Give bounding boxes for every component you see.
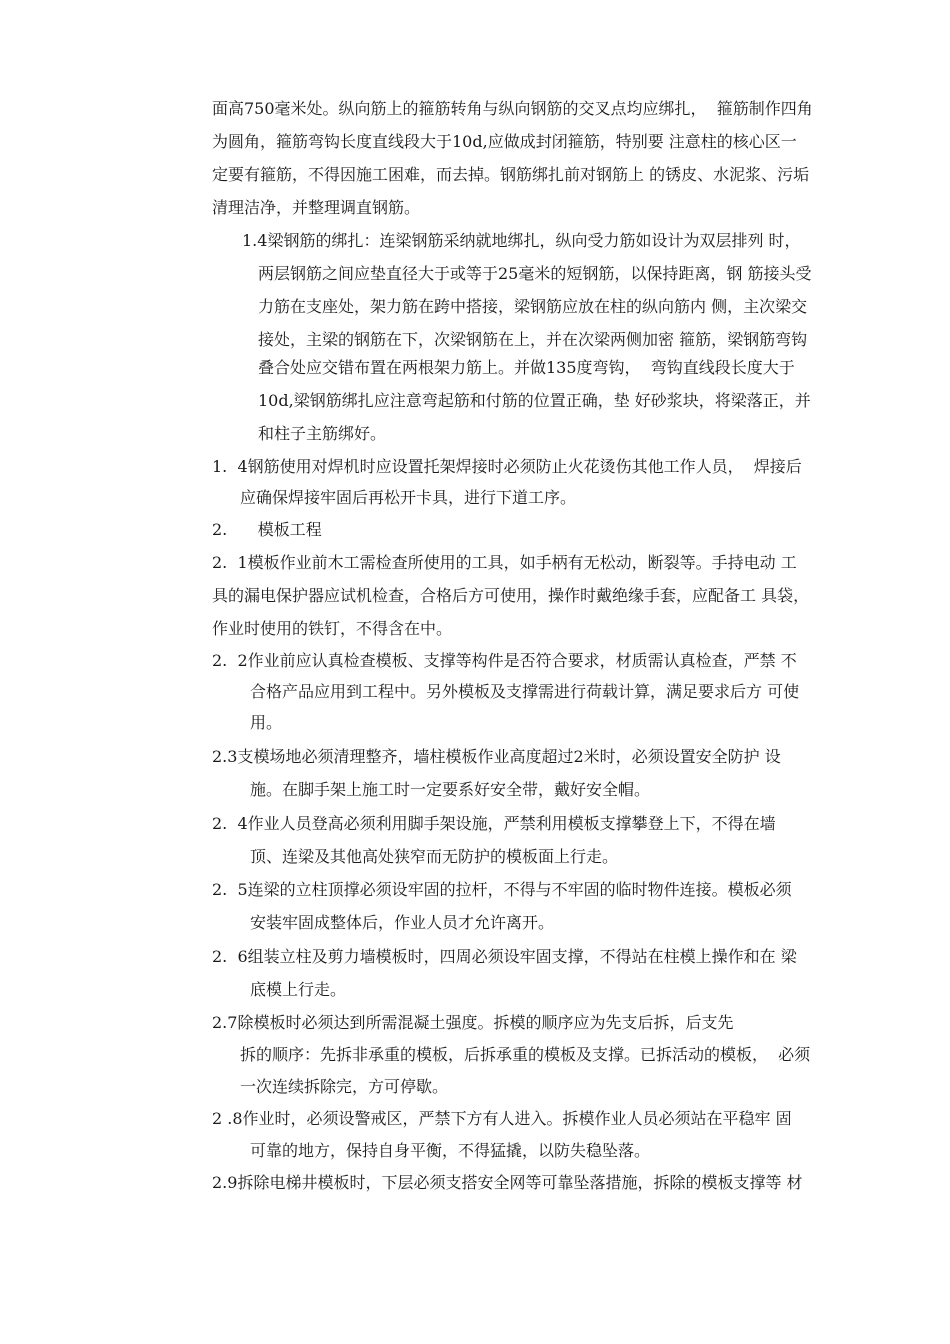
text-line: 2.7除模板时必须达到所需混凝土强度。拆模的顺序应为先支后拆，后支先 (212, 1013, 734, 1032)
text-line: 底模上行走。 (250, 980, 347, 999)
section-heading: 2. 模板工程 (212, 520, 322, 539)
text-line: 2. 5连梁的立柱顶撑必须设牢固的拉杆，不得与不牢固的临时物件连接。模板必须 (212, 880, 792, 899)
text-line: 叠合处应交错布置在两根架力筋上。并做135度弯钩， 弯钩直线段长度大于 (258, 358, 795, 377)
text-line: 2 .8作业时，必须设警戒区，严禁下方有人进入。拆模作业人员必须站在平稳牢 固 (212, 1109, 792, 1128)
text-line: 作业时使用的铁钉，不得含在中。 (212, 619, 453, 638)
text-line: 具的漏电保护器应试机检查，合格后方可使用，操作时戴绝缘手套，应配备工 具袋， (212, 586, 810, 605)
text-line: 清理洁净，并整理调直钢筋。 (212, 198, 421, 217)
text-line: 2. 6组装立柱及剪力墙模板时，四周必须设牢固支撑，不得站在柱模上操作和在 梁 (212, 947, 797, 966)
text-line: 定要有箍筋，不得因施工困难，而去掉。钢筋绑扎前对钢筋上 的锈皮、水泥浆、污垢 (212, 165, 810, 184)
text-line: 1.4梁钢筋的绑扎：连梁钢筋采纳就地绑扎，纵向受力筋如设计为双层排列 时， (242, 231, 801, 250)
text-line: 和柱子主筋绑好。 (258, 424, 387, 443)
text-line: 2.3支模场地必须清理整齐，墙柱模板作业高度超过2米时，必须设置安全防护 设 (212, 747, 781, 766)
text-line: 应确保焊接牢固后再松开卡具，进行下道工序。 (240, 488, 577, 507)
text-line: 为圆角，箍筋弯钩长度直线段大于10d,应做成封闭箍筋，特别要 注意柱的核心区一 (212, 132, 797, 151)
text-line: 接处，主梁的钢筋在下，次梁钢筋在上，并在次梁两侧加密 箍筋，梁钢筋弯钩 (258, 330, 808, 349)
text-line: 一次连续拆除完，方可停歇。 (240, 1077, 449, 1096)
text-line: 拆的顺序：先拆非承重的模板，后拆承重的模板及支撑。已拆活动的模板， 必须 (240, 1045, 811, 1064)
text-line: 安装牢固成整体后，作业人员才允许离开。 (250, 913, 555, 932)
text-line: 可靠的地方，保持自身平衡，不得猛撬，以防失稳坠落。 (250, 1141, 651, 1160)
text-line: 力筋在支座处，架力筋在跨中搭接，梁钢筋应放在柱的纵向筋内 侧，主次梁交 (258, 297, 808, 316)
text-line: 顶、连梁及其他高处狭窄而无防护的模板面上行走。 (250, 847, 619, 866)
text-line: 2. 4作业人员登高必须利用脚手架设施，严禁利用模板支撑攀登上下，不得在墙 (212, 814, 776, 833)
text-line: 两层钢筋之间应垫直径大于或等于25毫米的短钢筋，以保持距离，钢 筋接头受 (258, 264, 812, 283)
text-line: 2.9拆除电梯井模板时，下层必须支搭安全网等可靠坠落措施，拆除的模板支撑等 材 (212, 1173, 803, 1192)
text-line: 施。在脚手架上施工时一定要系好安全带，戴好安全帽。 (250, 780, 651, 799)
text-line: 面高750毫米处。纵向筋上的箍筋转角与纵向钢筋的交叉点均应绑扎， 箍筋制作四角 (212, 99, 813, 118)
text-line: 10d,梁钢筋绑扎应注意弯起筋和付筋的位置正确，垫 好砂浆块，将梁落正，并 (258, 391, 811, 410)
text-line: 2. 1模板作业前木工需检查所使用的工具，如手柄有无松动，断裂等。手持电动 工 (212, 553, 797, 572)
text-line: 合格产品应用到工程中。另外模板及支撑需进行荷载计算，满足要求后方 可使 (250, 682, 800, 701)
text-line: 2. 2作业前应认真检查模板、支撑等构件是否符合要求，材质需认真检查，严禁 不 (212, 651, 797, 670)
text-line: 1. 4钢筋使用对焊机时应设置托架焊接时必须防止火花烫伤其他工作人员， 焊接后 (212, 457, 802, 476)
text-line: 用。 (250, 713, 283, 732)
